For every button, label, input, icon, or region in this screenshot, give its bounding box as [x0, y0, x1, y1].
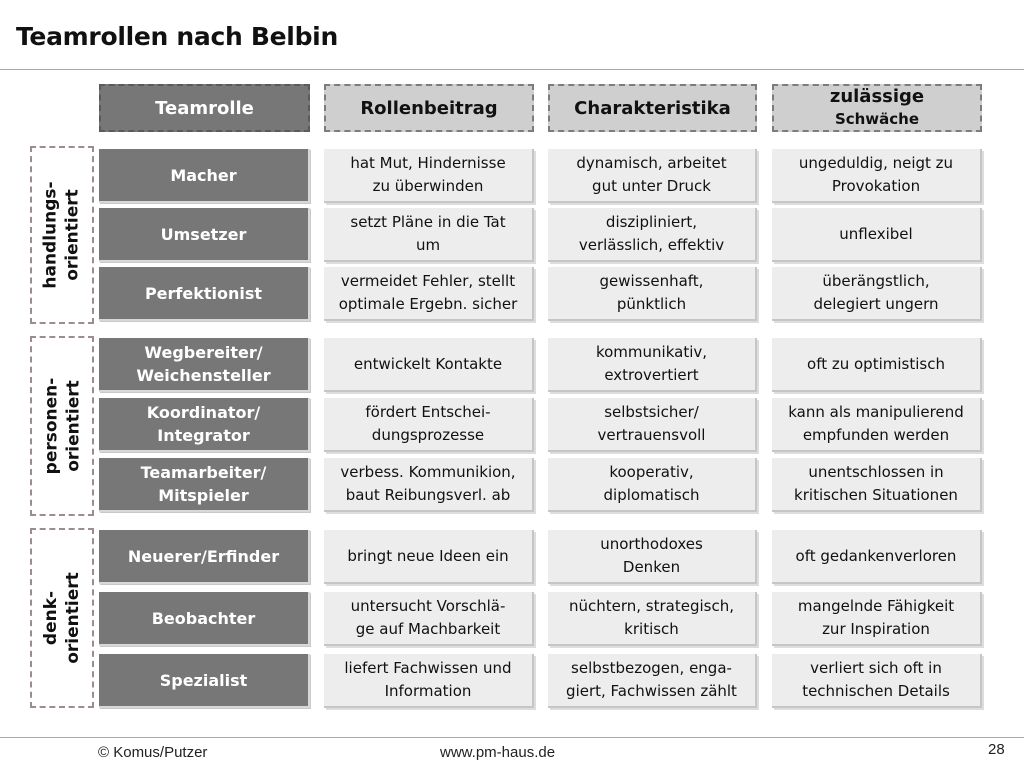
charakteristik-cell-line: extrovertiert — [604, 366, 699, 384]
rollenbeitrag-cell — [324, 149, 534, 203]
header-schwaeche-line1: zulässige — [829, 86, 925, 107]
rollenbeitrag-cell — [324, 338, 534, 392]
rollenbeitrag-cell — [324, 267, 534, 321]
role-name-line: Neuerer/Erfinder — [127, 546, 280, 566]
role-name — [99, 398, 310, 452]
rollenbeitrag-cell-line: hat Mut, Hindernisse — [350, 154, 506, 172]
group-denkorientiert — [30, 528, 94, 708]
group-handlungsorientiert — [30, 146, 94, 324]
schwaeche-cell — [772, 398, 982, 452]
schwaeche-cell — [772, 338, 982, 392]
role-name-line: Teamarbeiter/ — [140, 463, 267, 482]
charakteristik-cell — [548, 398, 757, 452]
charakteristik-cell-line: giert, Fachwissen zählt — [566, 682, 737, 700]
role-name-line: Integrator — [157, 426, 250, 445]
footer-url: www.pm-haus.de — [440, 744, 556, 761]
charakteristik-cell — [548, 149, 757, 203]
rollenbeitrag-cell — [324, 458, 534, 512]
role-name — [99, 338, 310, 392]
schwaeche-cell-line: kritischen Situationen — [794, 486, 958, 504]
header-schwaeche-line2: Schwäche — [834, 110, 920, 128]
group-personenorientiert — [30, 336, 94, 516]
schwaeche-cell — [772, 149, 982, 203]
schwaeche-cell-line: Provokation — [831, 177, 921, 195]
charakteristik-cell-line: selbstbezogen, enga- — [571, 659, 732, 677]
role-name-line: Koordinator/ — [146, 403, 261, 422]
charakteristik-cell-line: kritisch — [624, 620, 679, 638]
rollenbeitrag-cell-line: um — [415, 236, 441, 254]
charakteristik-cell-line: Denken — [622, 558, 681, 576]
schwaeche-cell-line: kann als manipulierend — [788, 403, 964, 421]
rollenbeitrag-cell-line: vermeidet Fehler, stellt — [340, 272, 516, 290]
rollenbeitrag-cell-line: bringt neue Ideen ein — [347, 546, 509, 565]
role-name-line: Mitspieler — [158, 486, 249, 505]
charakteristik-cell-line: unorthodoxes — [600, 535, 703, 553]
role-name-line: Wegbereiter/ — [144, 343, 263, 362]
role-name-line: Perfektionist — [144, 283, 263, 303]
schwaeche-cell — [772, 208, 982, 262]
role-name — [99, 267, 310, 321]
charakteristik-cell-line: kommunikativ, — [595, 343, 708, 361]
schwaeche-cell-line: zur Inspiration — [822, 620, 930, 638]
charakteristik-cell — [548, 530, 757, 584]
footer-divider — [0, 737, 1024, 738]
rollenbeitrag-cell — [324, 654, 534, 708]
rollenbeitrag-cell-line: Information — [384, 682, 472, 700]
rollenbeitrag-cell — [324, 398, 534, 452]
rollenbeitrag-cell-line: fördert Entschei- — [365, 403, 491, 421]
role-name — [99, 149, 310, 203]
header-zulaessige-schwaeche — [772, 84, 982, 132]
rollenbeitrag-cell-line: ge auf Machbarkeit — [355, 620, 501, 638]
role-name — [99, 208, 310, 262]
schwaeche-cell — [772, 530, 982, 584]
charakteristik-cell-line: diszipliniert, — [605, 213, 698, 231]
rollenbeitrag-cell-line: verbess. Kommunikion, — [340, 463, 516, 481]
rollenbeitrag-cell — [324, 530, 534, 584]
charakteristik-cell — [548, 338, 757, 392]
schwaeche-cell-line: empfunden werden — [802, 426, 950, 444]
role-name — [99, 654, 310, 708]
group-label-line2: orientiert — [63, 189, 84, 281]
schwaeche-cell-line: oft zu optimistisch — [807, 354, 945, 373]
rollenbeitrag-cell-line: untersucht Vorschlä- — [350, 597, 506, 615]
group-label-line1: personen- — [41, 377, 62, 475]
rollenbeitrag-cell-line: setzt Pläne in die Tat — [350, 213, 506, 231]
schwaeche-cell — [772, 267, 982, 321]
schwaeche-cell-line: überängstlich, — [822, 272, 930, 290]
group-label-line2: orientiert — [63, 572, 83, 664]
charakteristik-cell-line: dynamisch, arbeitet — [576, 154, 727, 172]
role-name-line: Weichensteller — [136, 366, 271, 385]
charakteristik-cell-line: gut unter Druck — [592, 177, 711, 195]
schwaeche-cell-line: delegiert ungern — [813, 295, 939, 313]
charakteristik-cell-line: verlässlich, effektiv — [578, 236, 725, 254]
schwaeche-cell-line: unflexibel — [839, 224, 913, 243]
schwaeche-cell — [772, 654, 982, 708]
group-label-line2: orientiert — [63, 380, 84, 472]
role-name — [99, 458, 310, 512]
charakteristik-cell-line: kooperativ, — [609, 463, 694, 481]
rollenbeitrag-cell-line: optimale Ergebn. sicher — [338, 295, 518, 313]
role-name — [99, 530, 310, 584]
schwaeche-cell — [772, 458, 982, 512]
rollenbeitrag-cell-line: zu überwinden — [372, 177, 484, 195]
charakteristik-cell-line: selbstsicher/ — [604, 403, 699, 421]
schwaeche-cell-line: ungeduldig, neigt zu — [798, 154, 954, 172]
rollenbeitrag-cell — [324, 592, 534, 646]
charakteristik-cell-line: pünktlich — [616, 295, 687, 313]
charakteristik-cell — [548, 458, 757, 512]
schwaeche-cell-line: oft gedankenverloren — [795, 546, 957, 565]
rollenbeitrag-cell-line: liefert Fachwissen und — [344, 659, 512, 677]
rollenbeitrag-cell-line: dungsprozesse — [371, 426, 485, 444]
charakteristik-cell-line: gewissenhaft, — [599, 272, 704, 290]
group-label-line1: handlungs- — [41, 181, 62, 289]
schwaeche-cell-line: verliert sich oft in — [810, 659, 942, 677]
charakteristik-cell — [548, 592, 757, 646]
header-charakteristika: Charakteristika — [548, 84, 757, 132]
schwaeche-cell-line: mangelnde Fähigkeit — [797, 597, 955, 615]
schwaeche-cell-line: unentschlossen in — [808, 463, 944, 481]
role-name-line: Spezialist — [159, 670, 248, 690]
charakteristik-cell-line: nüchtern, strategisch, — [568, 597, 734, 615]
page-number: 28 — [988, 741, 1005, 758]
charakteristik-cell — [548, 267, 757, 321]
title-divider — [0, 69, 1024, 70]
slide-title: Teamrollen nach Belbin — [16, 22, 338, 51]
charakteristik-cell — [548, 208, 757, 262]
rollenbeitrag-cell — [324, 208, 534, 262]
schwaeche-cell-line: technischen Details — [802, 682, 950, 700]
header-teamrolle: Teamrolle — [99, 84, 310, 132]
footer-copyright: © Komus/Putzer — [98, 744, 208, 761]
rollenbeitrag-cell-line: entwickelt Kontakte — [353, 354, 503, 373]
charakteristik-cell — [548, 654, 757, 708]
header-rollenbeitrag: Rollenbeitrag — [324, 84, 534, 132]
role-name-line: Macher — [170, 165, 237, 185]
charakteristik-cell-line: diplomatisch — [603, 486, 700, 504]
charakteristik-cell-line: vertrauensvoll — [597, 426, 706, 444]
rollenbeitrag-cell-line: baut Reibungsverl. ab — [345, 486, 511, 504]
role-name-line: Beobachter — [151, 608, 256, 628]
schwaeche-cell — [772, 592, 982, 646]
group-label-line1: denk- — [41, 590, 61, 646]
role-name-line: Umsetzer — [160, 224, 247, 244]
role-name — [99, 592, 310, 646]
